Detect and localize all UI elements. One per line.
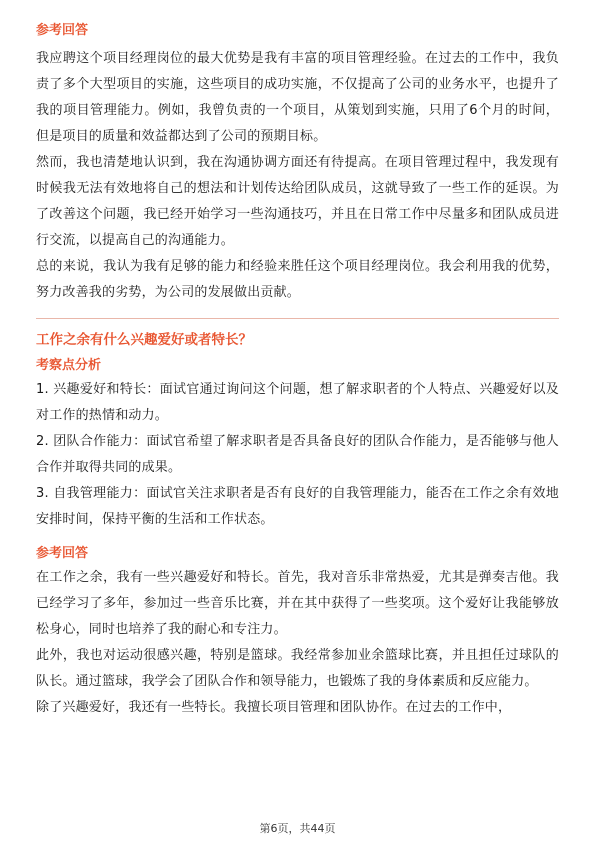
answer-paragraph: 然而，我也清楚地认识到，我在沟通协调方面还有待提高。在项目管理过程中，我发现有时候我无法有效地将自己的想法和计划传达给团队成员，这就导致了一些工作的延误。为了改善这个问题，我已经开始学习一些沟通技巧，并且在日常工作中尽量多和团队成员进行交流，以提高自己的沟通能力。 [36, 155, 559, 248]
answer-paragraph: 总的来说，我认为我有足够的能力和经验来胜任这个项目经理岗位。我会利用我的优势，努力改善我的劣势，为公司的发展做出贡献。 [36, 259, 559, 300]
question-heading: 工作之余有什么兴趣爱好或者特长？ [36, 332, 252, 348]
analysis-item: 2. 团队合作能力：面试官希望了解求职者是否具备良好的团队合作能力，是否能够与他人合作并取得共同的成果。 [36, 434, 559, 475]
answer-label: 参考回答 [36, 23, 89, 38]
answer-paragraph: 我应聘这个项目经理岗位的最大优势是我有丰富的项目管理经验。在过去的工作中，我负责了多个大型项目的实施，这些项目的成功实施，不仅提高了公司的业务水平，也提升了我的项目管理能力。例如，我曾负责的一个项目，从策划到实施，只用了6个月的时间，但是项目的质量和效益都达到了公司的预期目标。 [36, 51, 559, 144]
analysis-item: 3. 自我管理能力：面试官关注求职者是否有良好的自我管理能力，能否在工作之余有效地安排时间，保持平衡的生活和工作状态。 [36, 486, 559, 527]
answer-paragraph: 在工作之余，我有一些兴趣爱好和特长。首先，我对音乐非常热爱，尤其是弹奏吉他。我已经学习了多年，参加过一些音乐比赛，并在其中获得了一些奖项。这个爱好让我能够放松身心，同时也培养了我的耐心和专注力。 [36, 570, 559, 637]
analysis-item: 1. 兴趣爱好和特长：面试官通过询问这个问题，想了解求职者的个人特点、兴趣爱好以及对工作的热情和动力。 [36, 382, 559, 423]
answer-label: 参考回答 [36, 546, 89, 561]
section-divider [36, 318, 559, 319]
document-page [36, 20, 559, 721]
analysis-label: 考察点分析 [36, 358, 102, 373]
answer-paragraph: 此外，我也对运动很感兴趣，特别是篮球。我经常参加业余篮球比赛，并且担任过球队的队长。通过篮球，我学会了团队合作和领导能力，也锻炼了我的身体素质和反应能力。 [36, 648, 559, 689]
answer-paragraph: 除了兴趣爱好，我还有一些特长。我擅长项目管理和团队协作。在过去的工作中， [36, 700, 512, 715]
page-footer: 第6页，共44页 [259, 822, 336, 835]
